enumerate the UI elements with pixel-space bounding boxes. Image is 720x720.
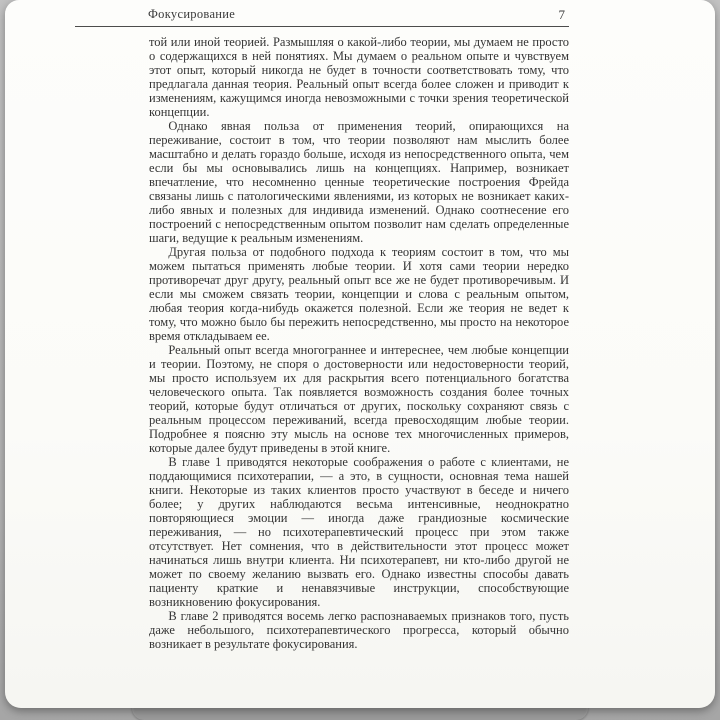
page (5, 0, 715, 708)
paragraph: В главе 1 приводятся некоторые соображения о работе с клиентами, не поддающимися психотерапии, — а это, в сущности, основная тема нашей книги. Некоторые из таких клиентов просто участвуют в беседе и ничего более; у других наблюдаются весьма интенсивные, неоднократно повторяющиеся эмоции — иногда даже грандиозные космические переживания, — но психотерапевтический процесс при этом также отсутствует. Нет сомнения, что в действительности этот процесс может начинаться лишь внутри клиента. Ни психотерапевт, ни кто-либо другой не может по своему желанию вызвать его. Однако известны способы давать пациенту краткие и ненавязчивые инструкции, способствующие возникновению фокусирования. (149, 455, 569, 609)
paragraph: В главе 2 приводятся восемь легко распознаваемых признаков того, пусть даже небольшого, психотерапевтического прогресса, который обычно возникает в результате фокусирования. (149, 609, 569, 651)
paragraph: Реальный опыт всегда многограннее и интереснее, чем любые концепции и теории. Поэтому, не споря о достоверности или недостоверности теорий, мы просто используем их для раскрытия всего потенциального богатства человеческого опыта. Так появляется возможность создания более точных теорий, которые будут отличаться от других, поскольку сохраняют связь с реальным процессом переживаний, всегда превосходящим любые теории. Подробнее я поясню эту мысль на основе тех многочисленных примеров, которые далее будут приведены в этой книге. (149, 343, 569, 455)
paragraph: Однако явная польза от применения теорий, опирающихся на переживание, состоит в том, что теории позволяют нам мыслить более масштабно и делать гораздо больше, исходя из непосредственного опыта, чем если бы мы основывались лишь на концепциях. Например, возникает впечатление, что несомненно ценные теоретические построения Фрейда связаны лишь с патологическими явлениями, из которых не возникает каких-либо явных и полезных для индивида изменений. Однако соотнесение его построений с непосредственным опытом позволит нам сделать определенные шаги, ведущие к реальным изменениям. (149, 119, 569, 245)
header-rule (75, 26, 569, 27)
running-head: Фокусирование (148, 7, 236, 21)
paragraph: Другая польза от подобного подхода к теориям состоит в том, что мы можем пытаться применять любые теории. И хотя сами теории нередко противоречат друг другу, реальный опыт все же не будет противоречивым. И если мы сможем связать теории, концепции и слова с реальным опытом, любая теория когда-нибудь окажется полезной. Если же теория не ведет к тому, что можно было бы пережить непосредственно, мы просто на некоторое время откладываем ее. (149, 245, 569, 343)
page-body (149, 35, 569, 704)
paragraph: той или иной теорией. Размышляя о какой-либо теории, мы думаем не просто о содержащихся в ней понятиях. Мы думаем о реальном опыте и чувствуем этот опыт, который никогда не будет в точности соответствовать тому, что предлагала данная теория. Реальный опыт всегда более сложен и приводит к изменениям, кажущимся иногда невозможными с точки зрения теоретической концепции. (149, 35, 569, 119)
page-number: 7 (558, 7, 565, 22)
